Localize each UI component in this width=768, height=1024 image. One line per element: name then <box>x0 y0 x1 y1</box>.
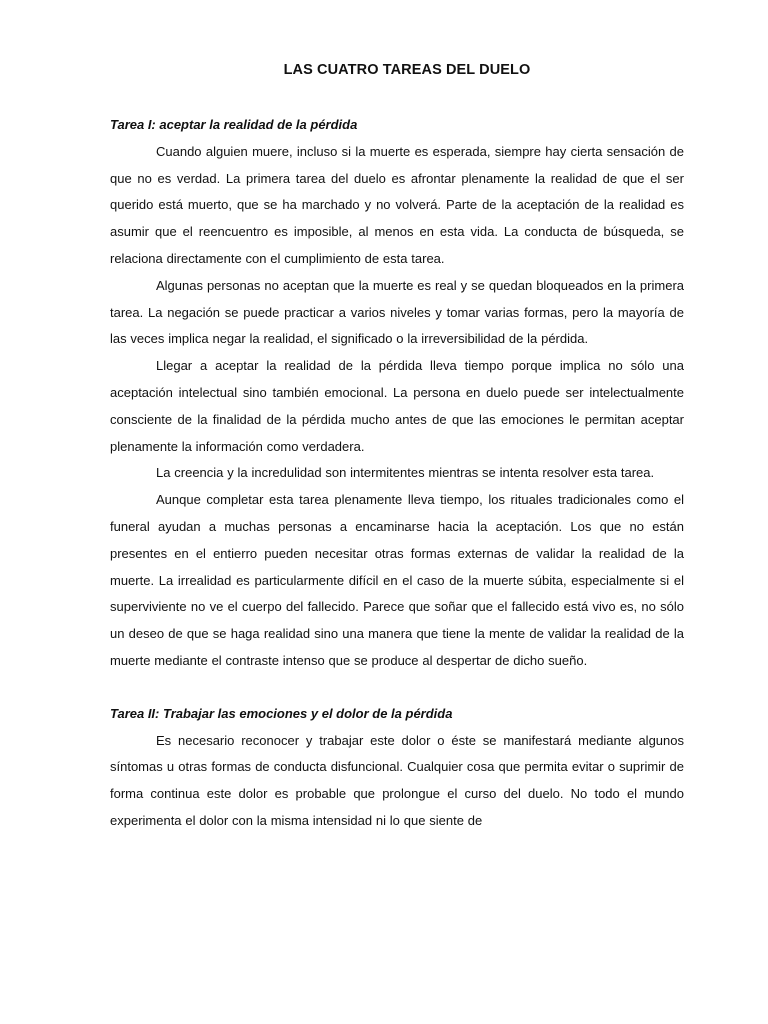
section-heading: Tarea I: aceptar la realidad de la pérdida <box>110 117 358 132</box>
document-title: LAS CUATRO TAREAS DEL DUELO <box>283 62 531 78</box>
paragraph: Cuando alguien muere, incluso si la muerte es esperada, siempre hay cierta sensación de que no es verdad. La primera tarea del duelo es afrontar plenamente la realidad de que el ser querido está muerto, que se ha marchado y no volverá. Parte de la aceptación de la realidad es asumir que el reencuentro es imposible, al menos en esta vida. La conducta de búsqueda, se relaciona directamente con el cumplimiento de esta tarea. <box>110 143 684 266</box>
paragraph: Algunas personas no aceptan que la muerte es real y se quedan bloqueados en la primera tarea. La negación se puede practicar a varios niveles y tomar varias formas, pero la mayoría de las veces implica negar la realidad, el significado o la irreversibilidad de la pérdida. <box>110 277 684 347</box>
section-heading: Tarea II: Trabajar las emociones y el dolor de la pérdida <box>110 705 453 721</box>
document-page <box>110 62 684 835</box>
paragraph: Llegar a aceptar la realidad de la pérdida lleva tiempo porque implica no sólo una aceptación intelectual sino también emocional. La persona en duelo puede ser intelectualmente consciente de la finalidad de la pérdida mucho antes de que las emociones le permitan aceptar plenamente la información como verdadera. <box>110 358 684 454</box>
paragraph: Aunque completar esta tarea plenamente lleva tiempo, los rituales tradicionales como el funeral ayudan a muchas personas a encaminarse hacia la aceptación. Los que no están presentes en el entierro pueden necesitar otras formas externas de validar la realidad de la muerte. La irrealidad es particularmente difícil en el caso de la muerte súbita, especialmente si el superviviente no ve el cuerpo del fallecido. Parece que soñar que el fallecido está vivo es, no sólo un deseo de que se haga realidad sino una manera que tiene la mente de validar la realidad de la muerte mediante el contraste intenso que se produce al despertar de dicho sueño. <box>110 492 684 668</box>
section-tarea-1 <box>110 112 684 675</box>
section-tarea-2 <box>110 701 684 835</box>
paragraph: La creencia y la incredulidad son intermitentes mientras se intenta resolver esta tarea. <box>156 465 655 481</box>
paragraph: Es necesario reconocer y trabajar este dolor o éste se manifestará mediante algunos síntomas u otras formas de conducta disfuncional. Cualquier cosa que permita evitar o suprimir de forma continua este dolor es probable que prolongue el curso del duelo. No todo el mundo experimenta el dolor con la misma intensidad ni lo que siente de <box>110 732 684 828</box>
